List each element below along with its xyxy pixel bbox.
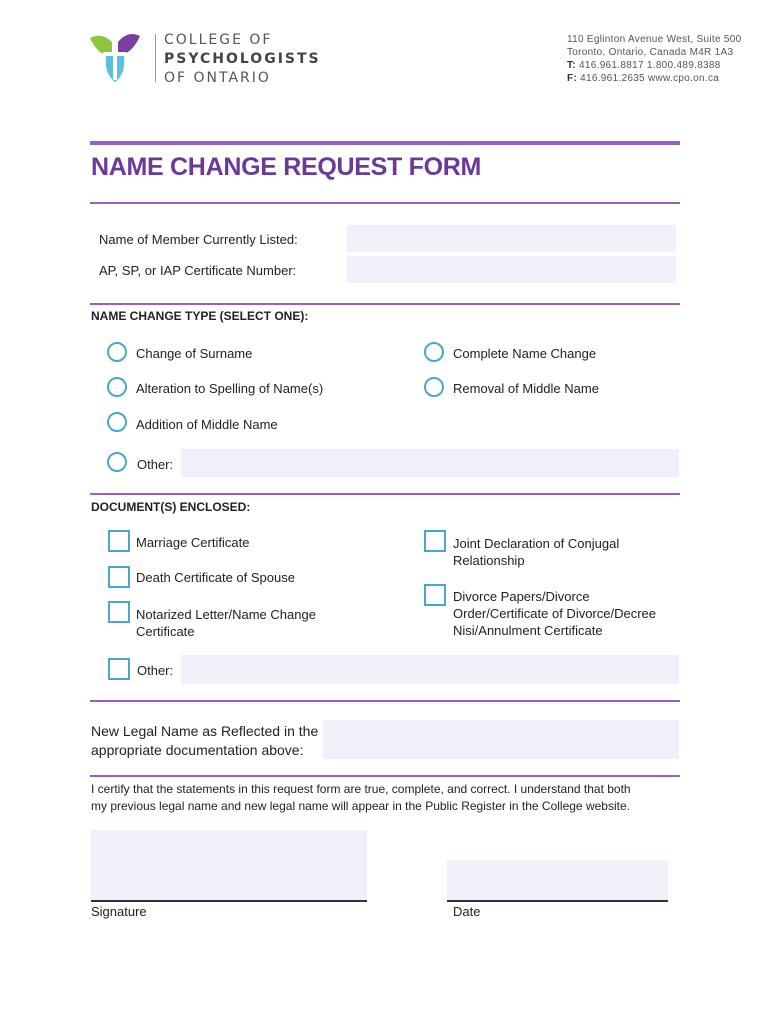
- new-legal-name-field[interactable]: [323, 720, 679, 759]
- phone-label: T:: [567, 60, 576, 71]
- title-top-rule: [90, 141, 680, 145]
- date-line: [447, 900, 668, 902]
- logo-text: [164, 31, 321, 88]
- section-rule-1: [90, 303, 680, 305]
- checkbox-other-document[interactable]: [108, 658, 130, 680]
- college-address: [567, 33, 742, 85]
- date-label: Date: [453, 904, 481, 919]
- checkbox-divorce-papers[interactable]: [424, 584, 446, 606]
- signature-label: Signature: [91, 904, 147, 919]
- other-type-field[interactable]: [181, 449, 679, 477]
- logo-line-1: COLLEGE OF: [164, 32, 273, 48]
- checkbox-label-divorce-papers: [453, 588, 656, 639]
- logo-divider: [155, 34, 156, 82]
- radio-label-removal-middle-name: Removal of Middle Name: [453, 381, 599, 396]
- checkbox-label-joint-declaration: [453, 535, 619, 569]
- member-name-field[interactable]: [347, 225, 676, 252]
- checkbox-label-other-document: Other:: [137, 663, 174, 678]
- divorce-line-2: Order/Certificate of Divorce/Decree: [453, 606, 657, 621]
- joint-line-1: Joint Declaration of Conjugal: [453, 536, 620, 551]
- section-rule-3: [90, 700, 680, 702]
- fax-value: 416.961.2635 www.cpo.on.ca: [580, 73, 720, 84]
- certification-line-1: I certify that the statements in this request form are true, complete, and correct. I understand that both: [91, 782, 631, 796]
- title-bottom-rule: [90, 202, 680, 204]
- address-phone: [567, 59, 742, 72]
- other-document-field[interactable]: [181, 655, 679, 684]
- member-name-label: Name of Member Currently Listed:: [99, 232, 298, 247]
- checkbox-label-notarized-letter: [136, 606, 316, 640]
- radio-label-other-type: Other:: [137, 457, 174, 472]
- radio-label-change-of-surname: Change of Surname: [136, 346, 253, 361]
- section-rule-2: [90, 493, 680, 495]
- radio-alteration-spelling[interactable]: [107, 377, 127, 397]
- certification-statement: [91, 781, 691, 815]
- checkbox-label-marriage-certificate: Marriage Certificate: [136, 535, 250, 550]
- radio-addition-middle-name[interactable]: [107, 412, 127, 432]
- notarized-line-2: Certificate: [136, 624, 195, 639]
- new-name-label-line-1: New Legal Name as Reflected in the: [91, 723, 319, 739]
- certificate-number-label: AP, SP, or IAP Certificate Number:: [99, 263, 297, 278]
- name-change-type-heading: NAME CHANGE TYPE (SELECT ONE):: [91, 309, 309, 323]
- section-rule-4: [90, 775, 680, 777]
- divorce-line-1: Divorce Papers/Divorce: [453, 589, 590, 604]
- radio-other-type[interactable]: [107, 452, 127, 472]
- page-title: NAME CHANGE REQUEST FORM: [91, 153, 482, 181]
- checkbox-marriage-certificate[interactable]: [108, 530, 130, 552]
- notarized-line-1: Notarized Letter/Name Change: [136, 607, 316, 622]
- fax-label: F:: [567, 73, 578, 84]
- checkbox-label-death-certificate: Death Certificate of Spouse: [136, 570, 295, 585]
- college-logo: [88, 30, 148, 85]
- signature-line: [91, 900, 367, 902]
- radio-label-alteration-spelling: Alteration to Spelling of Name(s): [136, 381, 324, 396]
- certificate-number-field[interactable]: [347, 256, 676, 283]
- address-line-2: Toronto, Ontario, Canada M4R 1A3: [567, 47, 734, 58]
- radio-complete-name-change[interactable]: [424, 342, 444, 362]
- cpo-leaf-logo-icon: [88, 30, 148, 85]
- checkbox-notarized-letter[interactable]: [108, 601, 130, 623]
- signature-field[interactable]: [91, 830, 367, 900]
- radio-label-addition-middle-name: Addition of Middle Name: [136, 417, 278, 432]
- address-fax: [567, 72, 742, 85]
- phone-value: 416.961.8817 1.800.489.8388: [579, 60, 721, 71]
- radio-change-of-surname[interactable]: [107, 342, 127, 362]
- radio-label-complete-name-change: Complete Name Change: [453, 346, 597, 361]
- certification-line-2: my previous legal name and new legal name will appear in the Public Register in the College website.: [91, 799, 630, 813]
- divorce-line-3: Nisi/Annulment Certificate: [453, 623, 603, 638]
- new-name-label-line-2: appropriate documentation above:: [91, 742, 304, 758]
- logo-line-2: PSYCHOLOGISTS: [164, 51, 321, 67]
- joint-line-2: Relationship: [453, 553, 525, 568]
- address-line-1: 110 Eglinton Avenue West, Suite 500: [567, 34, 742, 45]
- new-legal-name-label: [91, 722, 318, 760]
- date-field[interactable]: [447, 860, 668, 900]
- logo-line-3: OF ONTARIO: [164, 70, 271, 86]
- radio-removal-middle-name[interactable]: [424, 377, 444, 397]
- checkbox-death-certificate[interactable]: [108, 566, 130, 588]
- checkbox-joint-declaration[interactable]: [424, 530, 446, 552]
- documents-heading: DOCUMENT(S) ENCLOSED:: [91, 500, 251, 514]
